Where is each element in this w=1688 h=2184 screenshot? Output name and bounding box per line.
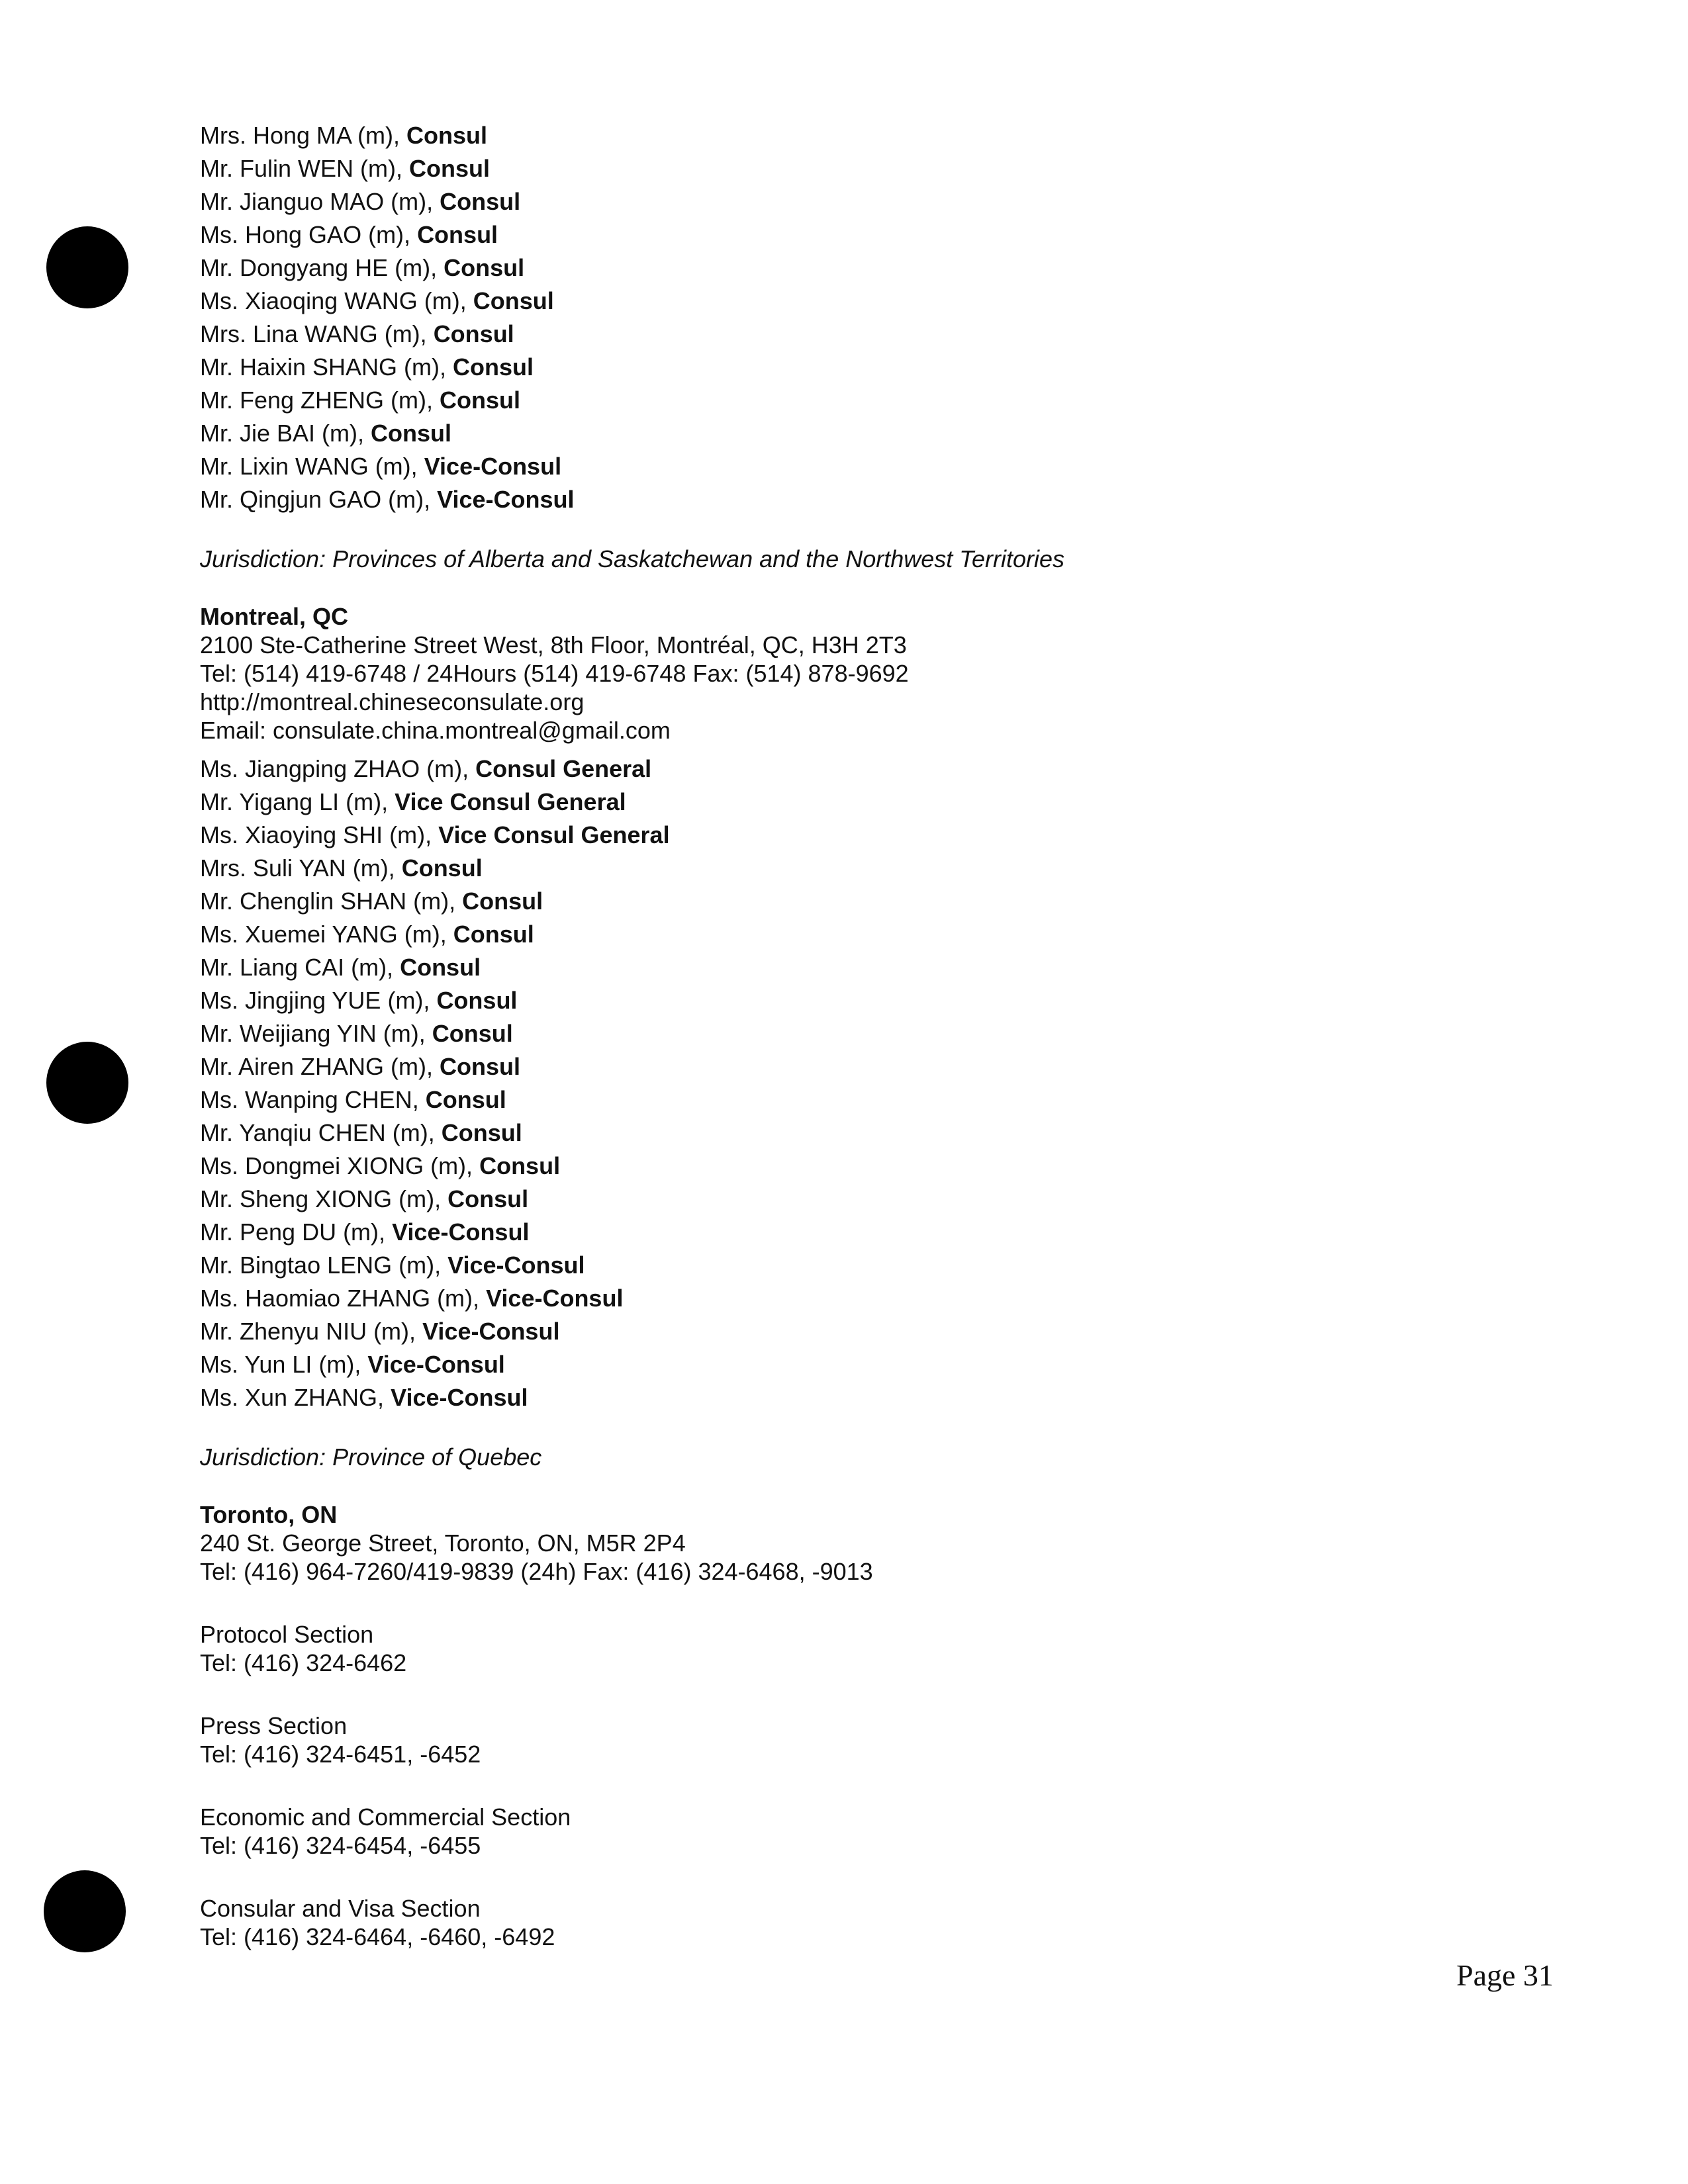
section-tel: Tel: (416) 324-6451, -6452 (200, 1741, 481, 1768)
calgary-jurisdiction: Jurisdiction: Provinces of Alberta and Saskatchewan and the Northwest Territories (200, 545, 1064, 572)
staff-entry: Mr. Sheng XIONG (m), Consul (200, 1185, 529, 1212)
toronto-section-press (200, 1711, 1458, 1768)
staff-entry: Mr. Airen ZHANG (m), Consul (200, 1053, 521, 1080)
staff-entry: Mrs. Suli YAN (m), Consul (200, 854, 483, 882)
staff-entry: Ms. Xiaoqing WANG (m), Consul (200, 287, 554, 314)
page-number: Page 31 (1456, 1958, 1554, 1992)
staff-entry: Mr. Liang CAI (m), Consul (200, 954, 481, 981)
staff-entry: Mr. Haixin SHANG (m), Consul (200, 353, 534, 381)
montreal-website: http://montreal.chineseconsulate.org (200, 688, 585, 715)
staff-entry: Ms. Jiangping ZHAO (m), Consul General (200, 755, 652, 782)
staff-entry: Mr. Yanqiu CHEN (m), Consul (200, 1119, 522, 1146)
staff-entry: Mr. Zhenyu NIU (m), Vice-Consul (200, 1318, 560, 1345)
staff-entry: Ms. Xuemei YANG (m), Consul (200, 921, 534, 948)
staff-entry: Mr. Feng ZHENG (m), Consul (200, 387, 521, 414)
staff-entry: Mr. Peng DU (m), Vice-Consul (200, 1218, 530, 1246)
staff-entry: Mr. Yigang LI (m), Vice Consul General (200, 788, 626, 815)
toronto-address: 240 St. George Street, Toronto, ON, M5R 2P4 (200, 1529, 686, 1557)
document-body (200, 119, 1458, 1951)
staff-entry: Mr. Jianguo MAO (m), Consul (200, 188, 521, 215)
staff-entry: Mr. Qingjun GAO (m), Vice-Consul (200, 486, 575, 513)
staff-entry: Ms. Yun LI (m), Vice-Consul (200, 1351, 505, 1378)
staff-entry: Ms. Hong GAO (m), Consul (200, 221, 498, 248)
section-tel: Tel: (416) 324-6464, -6460, -6492 (200, 1923, 555, 1950)
section-name: Consular and Visa Section (200, 1895, 481, 1922)
montreal-phone: Tel: (514) 419-6748 / 24Hours (514) 419-6748 Fax: (514) 878-9692 (200, 660, 909, 687)
staff-entry: Ms. Xun ZHANG, Vice-Consul (200, 1384, 528, 1411)
calgary-staff-list (200, 119, 1458, 516)
montreal-staff-list (200, 752, 1458, 1414)
toronto-section-protocol (200, 1620, 1458, 1677)
section-name: Press Section (200, 1712, 348, 1739)
staff-entry: Mr. Weijiang YIN (m), Consul (200, 1020, 513, 1047)
montreal-heading: Montreal, QC (200, 603, 349, 630)
toronto-section (200, 1500, 1458, 1951)
montreal-email: Email: consulate.china.montreal@gmail.com (200, 717, 671, 744)
toronto-section-economic (200, 1803, 1458, 1860)
staff-entry: Ms. Jingjing YUE (m), Consul (200, 987, 518, 1014)
punch-hole-top (46, 226, 128, 308)
staff-entry: Ms. Xiaoying SHI (m), Vice Consul General (200, 821, 670, 848)
staff-entry: Mr. Fulin WEN (m), Consul (200, 155, 490, 182)
staff-entry: Ms. Wanping CHEN, Consul (200, 1086, 506, 1113)
punch-hole-middle (46, 1042, 128, 1124)
toronto-heading: Toronto, ON (200, 1501, 338, 1528)
toronto-section-consular (200, 1894, 1458, 1951)
staff-entry: Ms. Haomiao ZHANG (m), Vice-Consul (200, 1285, 624, 1312)
section-name: Economic and Commercial Section (200, 1803, 571, 1831)
staff-entry: Mrs. Lina WANG (m), Consul (200, 320, 514, 347)
montreal-jurisdiction: Jurisdiction: Province of Quebec (200, 1443, 542, 1471)
staff-entry: Mr. Chenglin SHAN (m), Consul (200, 887, 543, 915)
punch-hole-bottom (44, 1870, 126, 1952)
staff-entry: Mr. Lixin WANG (m), Vice-Consul (200, 453, 562, 480)
staff-entry: Mr. Dongyang HE (m), Consul (200, 254, 525, 281)
staff-entry: Mr. Bingtao LENG (m), Vice-Consul (200, 1251, 585, 1279)
section-tel: Tel: (416) 324-6454, -6455 (200, 1832, 481, 1859)
section-tel: Tel: (416) 324-6462 (200, 1649, 407, 1676)
toronto-phone: Tel: (416) 964-7260/419-9839 (24h) Fax: (416) 324-6468, -9013 (200, 1558, 873, 1585)
section-name: Protocol Section (200, 1621, 374, 1648)
montreal-section (200, 602, 1458, 1474)
staff-entry: Mr. Jie BAI (m), Consul (200, 420, 452, 447)
staff-entry: Ms. Dongmei XIONG (m), Consul (200, 1152, 561, 1179)
montreal-address: 2100 Ste-Catherine Street West, 8th Floor, Montréal, QC, H3H 2T3 (200, 631, 907, 659)
staff-entry: Mrs. Hong MA (m), Consul (200, 122, 488, 149)
